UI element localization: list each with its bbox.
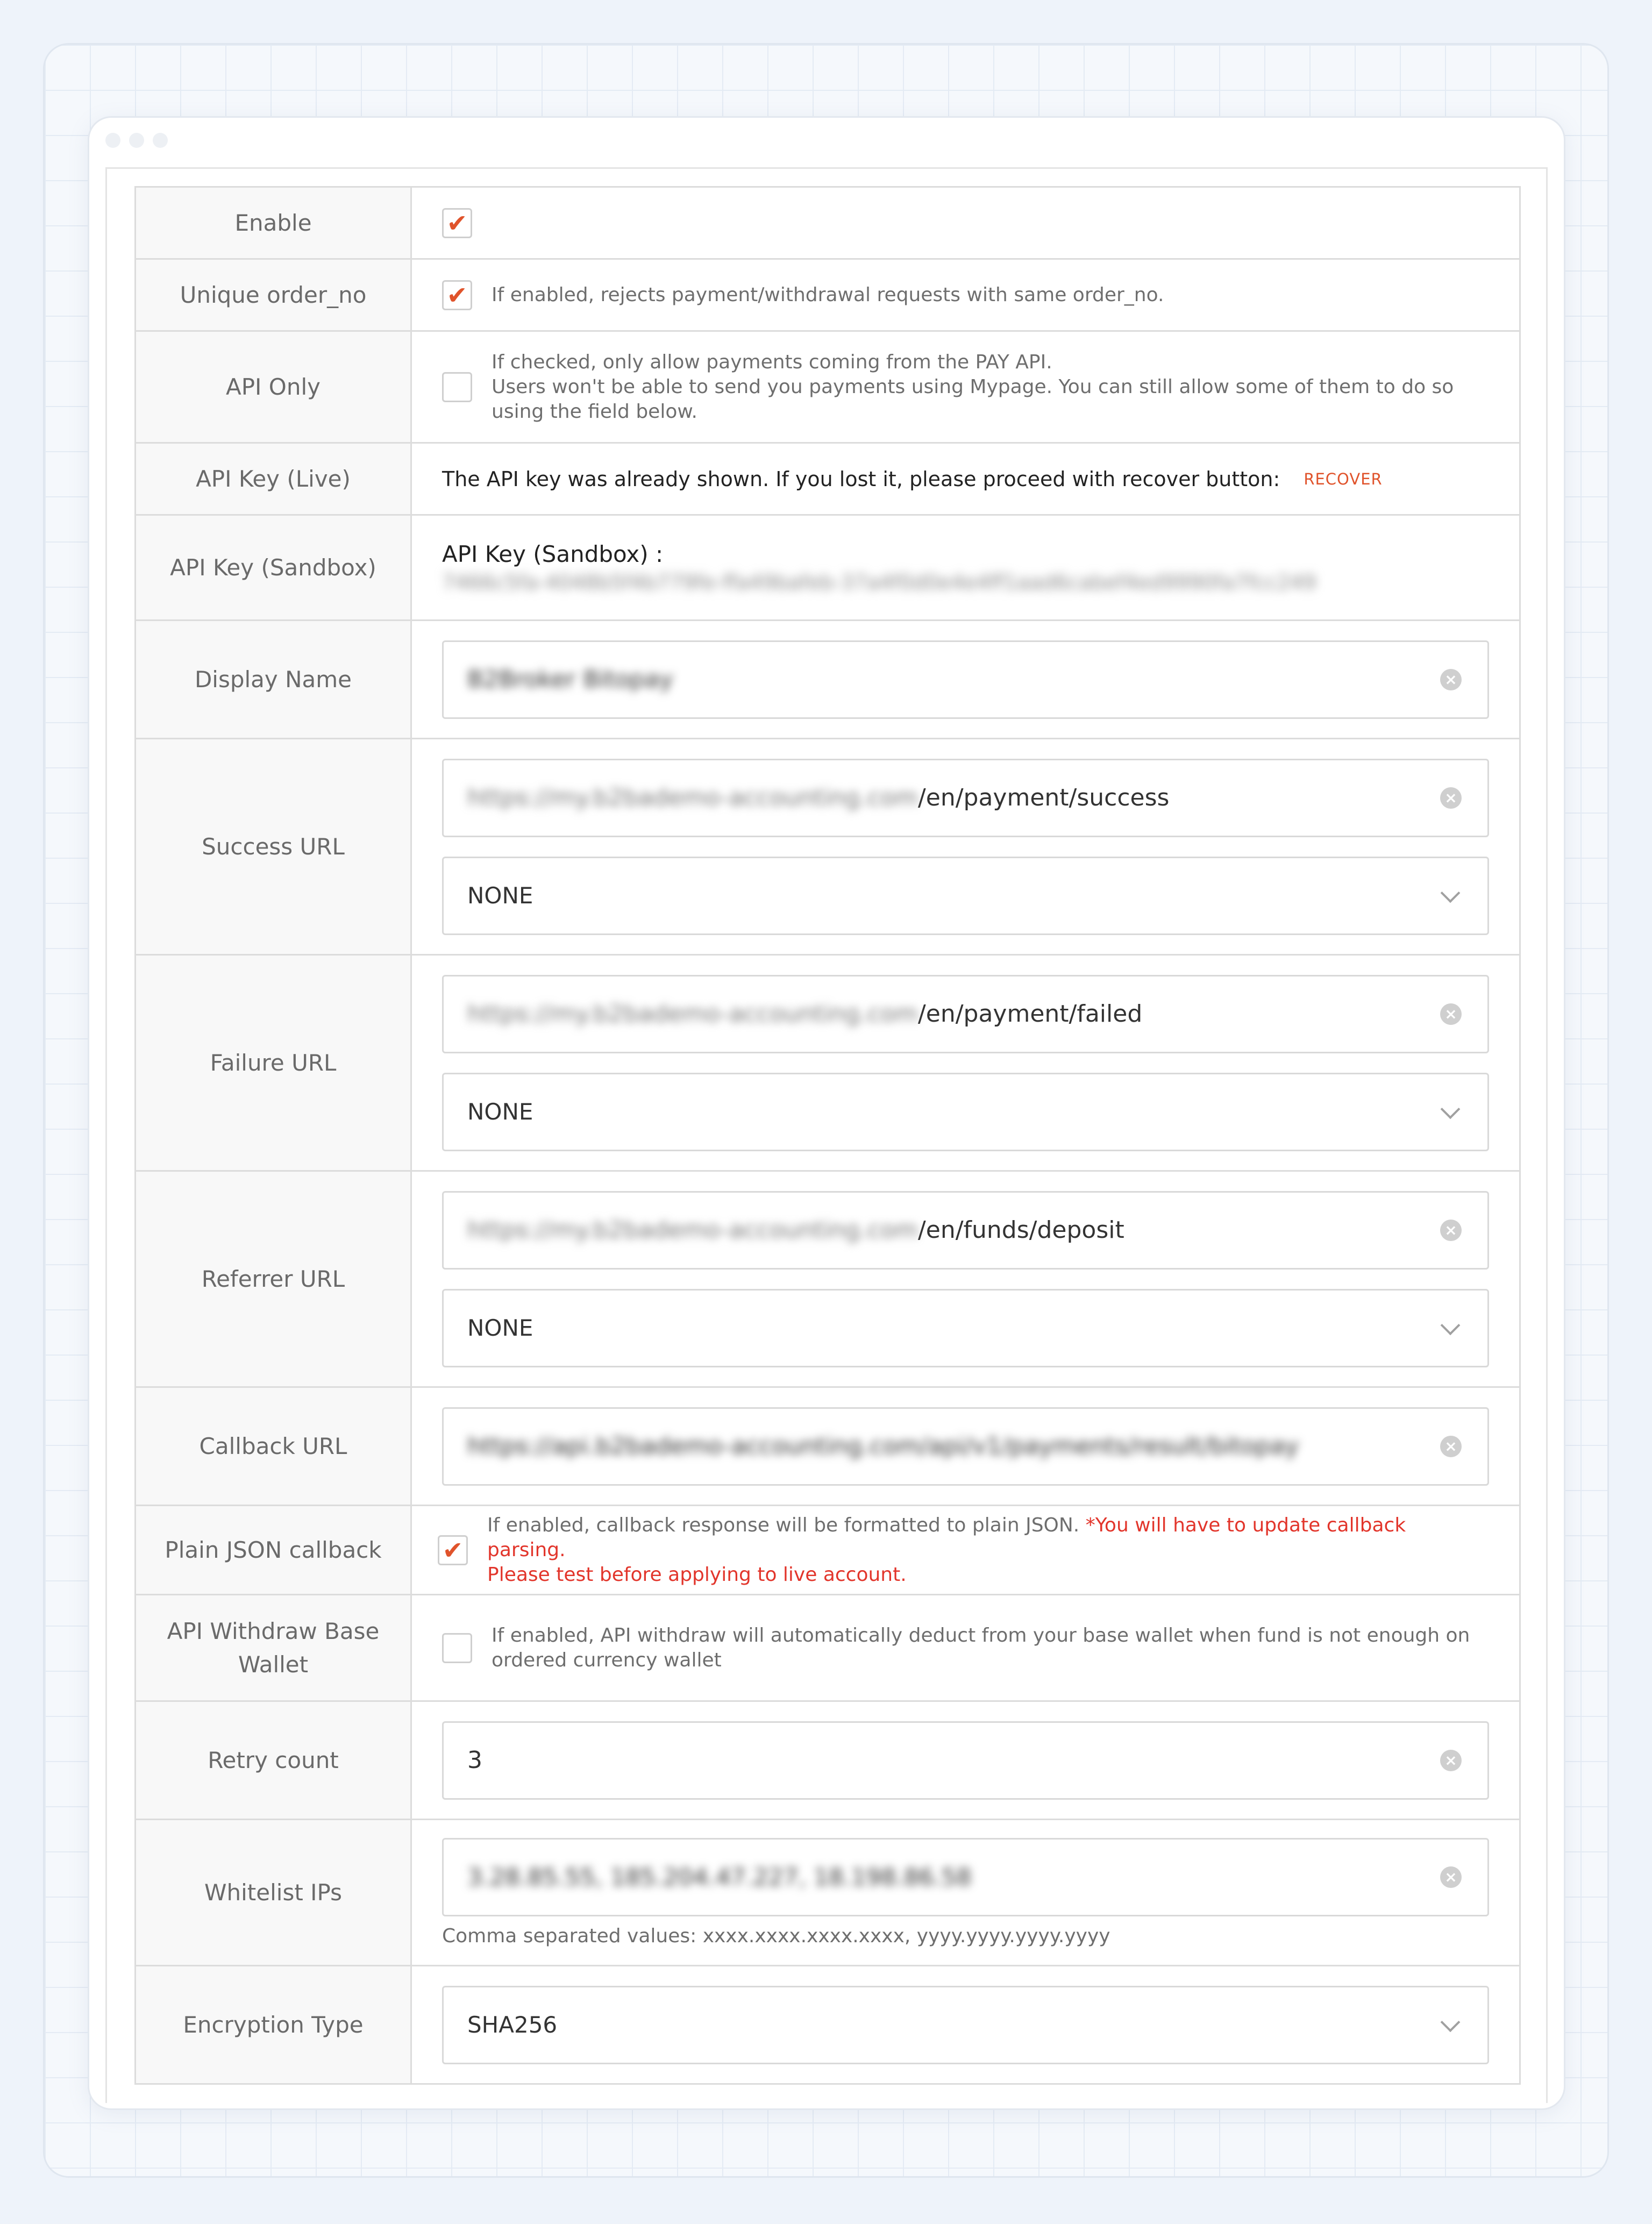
window-controls (105, 133, 168, 148)
api-only-description-1: If checked, only allow payments coming from the PAY API. (492, 351, 1052, 373)
clear-icon[interactable]: × (1440, 669, 1462, 690)
row-display-name (136, 621, 1519, 739)
row-plain-json (136, 1506, 1519, 1595)
clear-icon[interactable]: × (1440, 1866, 1462, 1888)
clear-icon[interactable]: × (1440, 1436, 1462, 1457)
row-enable (136, 188, 1519, 260)
settings-panel (105, 167, 1548, 2103)
window-dot-maximize[interactable] (153, 133, 168, 148)
window-dot-close[interactable] (105, 133, 120, 148)
plain-json-warning-2: Please test before applying to live account. (487, 1563, 907, 1586)
api-key-live-text: The API key was already shown. If you lost it, please proceed with recover button: (442, 467, 1280, 491)
referrer-url-path: /en/funds/deposit (917, 1216, 1124, 1244)
chevron-down-icon (1441, 2012, 1461, 2032)
api-only-label: API Only (136, 332, 412, 442)
chevron-down-icon (1441, 1315, 1461, 1335)
retry-count-value: 3 (467, 1747, 482, 1774)
clear-icon[interactable]: × (1440, 1003, 1462, 1025)
encryption-type-value: SHA256 (467, 2012, 558, 2038)
api-key-live-label: API Key (Live) (136, 444, 412, 514)
row-api-key-sandbox (136, 516, 1519, 621)
api-key-sandbox-title: API Key (Sandbox) : (442, 541, 664, 567)
chevron-down-icon (1441, 883, 1461, 903)
row-referrer-url (136, 1172, 1519, 1388)
success-url-host: https://my.b2bademo-accounting.com (467, 784, 918, 811)
callback-url-label: Callback URL (136, 1388, 412, 1505)
clear-icon[interactable]: × (1440, 1220, 1462, 1241)
whitelist-ips-hint: Comma separated values: xxxx.xxxx.xxxx.xxxx, yyyy.yyyy.yyyy.yyyy (442, 1925, 1110, 1947)
enable-label: Enable (136, 188, 412, 258)
failure-url-host: https://my.b2bademo-accounting.com (467, 1000, 918, 1028)
display-name-value: B2Broker Bitopay (467, 666, 673, 693)
api-only-description-2: Users won't be able to send you payments using Mypage. You can still allow some of them to do so using the field below. (492, 375, 1454, 423)
row-unique-order (136, 260, 1519, 332)
retry-count-label: Retry count (136, 1702, 412, 1819)
callback-url-value: https://api.b2bademo-accounting.com/api/v1/payments/result/bitopay (467, 1432, 1299, 1460)
unique-order-description: If enabled, rejects payment/withdrawal requests with same order_no. (492, 283, 1164, 306)
row-retry-count (136, 1702, 1519, 1820)
display-name-label: Display Name (136, 621, 412, 738)
display-name-input[interactable] (442, 640, 1489, 719)
api-only-checkbox[interactable] (442, 372, 472, 402)
failure-url-label: Failure URL (136, 956, 412, 1170)
withdraw-base-wallet-description: If enabled, API withdraw will automatically deduct from your base wallet when fund is not enough on ordered currency wallet (492, 1624, 1470, 1671)
row-success-url (136, 739, 1519, 956)
row-failure-url (136, 956, 1519, 1172)
success-url-select-value: NONE (467, 882, 533, 909)
unique-order-checkbox[interactable] (442, 280, 472, 310)
referrer-url-select-value: NONE (467, 1315, 533, 1341)
window-dot-minimize[interactable] (129, 133, 144, 148)
row-withdraw-base-wallet (136, 1595, 1519, 1702)
withdraw-base-wallet-label: API Withdraw Base Wallet (136, 1595, 412, 1700)
settings-window (88, 116, 1565, 2110)
enable-checkbox[interactable] (442, 208, 472, 238)
clear-icon[interactable]: × (1440, 1750, 1462, 1771)
referrer-url-select[interactable] (442, 1289, 1489, 1367)
row-callback-url (136, 1388, 1519, 1506)
clear-icon[interactable]: × (1440, 787, 1462, 809)
referrer-url-label: Referrer URL (136, 1172, 412, 1386)
success-url-label: Success URL (136, 739, 412, 954)
failure-url-select[interactable] (442, 1073, 1489, 1151)
success-url-path: /en/payment/success (917, 784, 1170, 811)
unique-order-label: Unique order_no (136, 260, 412, 330)
encryption-type-label: Encryption Type (136, 1966, 412, 2083)
failure-url-input[interactable] (442, 975, 1489, 1053)
plain-json-warning-1: *You will have to update callback parsing. (487, 1514, 1406, 1561)
plain-json-label: Plain JSON callback (136, 1506, 412, 1594)
failure-url-path: /en/payment/failed (917, 1000, 1143, 1028)
referrer-url-host: https://my.b2bademo-accounting.com (467, 1216, 918, 1244)
row-api-key-live (136, 444, 1519, 516)
failure-url-select-value: NONE (467, 1099, 533, 1125)
encryption-type-select[interactable] (442, 1986, 1489, 2064)
success-url-select[interactable] (442, 857, 1489, 935)
whitelist-ips-value: 3.28.85.55, 185.204.47.227, 18.198.86.58 (467, 1863, 972, 1891)
plain-json-checkbox[interactable] (438, 1535, 468, 1565)
withdraw-base-wallet-checkbox[interactable] (442, 1633, 472, 1663)
whitelist-ips-input[interactable] (442, 1838, 1489, 1916)
row-encryption-type (136, 1966, 1519, 2085)
api-key-sandbox-label: API Key (Sandbox) (136, 516, 412, 619)
plain-json-description: If enabled, callback response will be formatted to plain JSON. (487, 1514, 1080, 1536)
success-url-input[interactable] (442, 759, 1489, 837)
chevron-down-icon (1441, 1099, 1461, 1119)
api-key-sandbox-value: 7466c5fa-4048b5f4b779fe-ffa49bafeb-37a4f0d0e4e4ff1aad6cabef4ed9990fa7fcc249 (442, 571, 1316, 594)
row-api-only (136, 332, 1519, 444)
payment-settings-form (134, 186, 1521, 2085)
row-whitelist-ips (136, 1820, 1519, 1966)
retry-count-input[interactable] (442, 1721, 1489, 1800)
referrer-url-input[interactable] (442, 1191, 1489, 1270)
recover-button[interactable]: RECOVER (1304, 469, 1383, 488)
whitelist-ips-label: Whitelist IPs (136, 1820, 412, 1965)
callback-url-input[interactable] (442, 1407, 1489, 1486)
